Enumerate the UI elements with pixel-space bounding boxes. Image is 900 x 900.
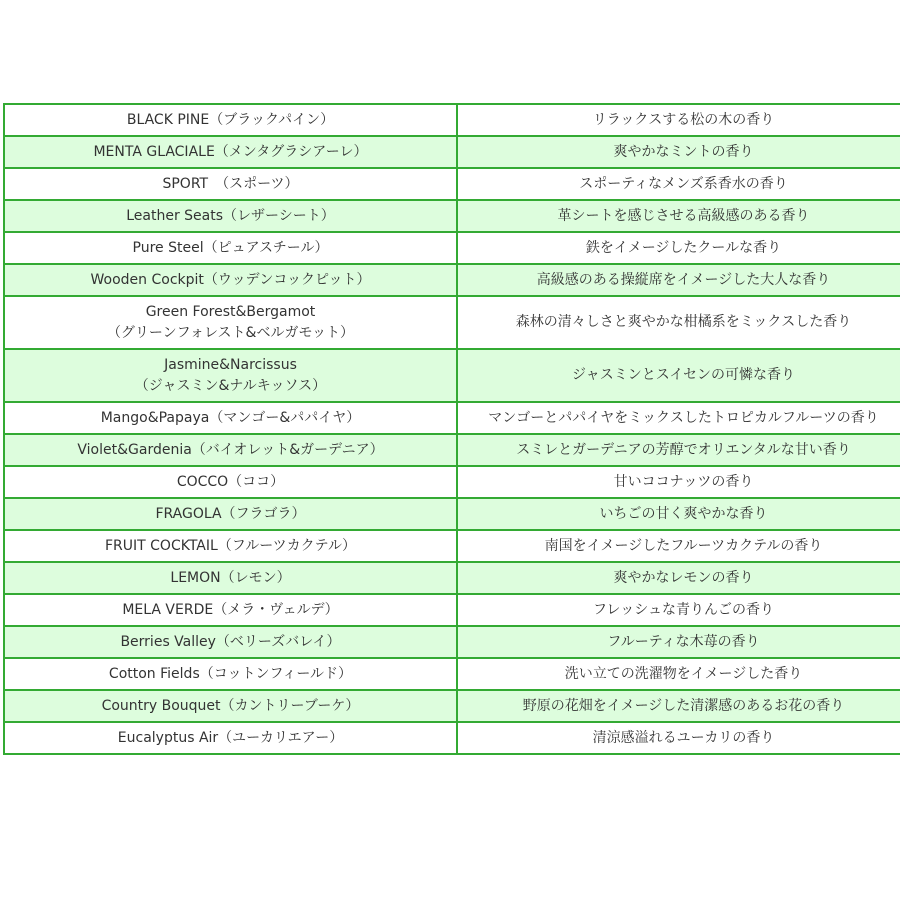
- scent-name: COCCO（ココ）: [4, 466, 457, 498]
- scent-table: [3, 103, 900, 755]
- table-row: [4, 690, 900, 722]
- table-row: [4, 722, 900, 754]
- table-row: [4, 658, 900, 690]
- table-row: [4, 498, 900, 530]
- scent-name: LEMON（レモン）: [4, 562, 457, 594]
- scent-name-cell: [4, 349, 457, 402]
- scent-description: 爽やかなレモンの香り: [457, 562, 900, 594]
- scent-name: SPORT （スポーツ）: [4, 168, 457, 200]
- scent-name: Pure Steel（ピュアスチール）: [4, 232, 457, 264]
- scent-description: 清涼感溢れるユーカリの香り: [457, 722, 900, 754]
- scent-name: FRUIT COCKTAIL（フルーツカクテル）: [4, 530, 457, 562]
- table-row: [4, 434, 900, 466]
- scent-description: 革シートを感じさせる高級感のある香り: [457, 200, 900, 232]
- scent-name: Violet&Gardenia（バイオレット&ガーデニア）: [4, 434, 457, 466]
- scent-description: 森林の清々しさと爽やかな柑橘系をミックスした香り: [457, 296, 900, 349]
- table-row: [4, 349, 900, 402]
- scent-name: FRAGOLA（フラゴラ）: [4, 498, 457, 530]
- table-row: [4, 136, 900, 168]
- scent-description: 甘いココナッツの香り: [457, 466, 900, 498]
- scent-description: フルーティな木苺の香り: [457, 626, 900, 658]
- scent-name: MENTA GLACIALE（メンタグラシアーレ）: [4, 136, 457, 168]
- table-row: [4, 104, 900, 136]
- scent-description: 野原の花畑をイメージした清潔感のあるお花の香り: [457, 690, 900, 722]
- scent-description: リラックスする松の木の香り: [457, 104, 900, 136]
- table-row: [4, 562, 900, 594]
- table-row: [4, 402, 900, 434]
- scent-name: MELA VERDE（メラ・ヴェルデ）: [4, 594, 457, 626]
- scent-name: Cotton Fields（コットンフィールド）: [4, 658, 457, 690]
- table-row: [4, 232, 900, 264]
- scent-name: Green Forest&Bergamot: [145, 303, 316, 320]
- scent-description: スミレとガーデニアの芳醇でオリエンタルな甘い香り: [457, 434, 900, 466]
- scent-name-katakana: （グリーンフォレスト&ベルガモット）: [106, 324, 355, 341]
- scent-name: BLACK PINE（ブラックパイン）: [4, 104, 457, 136]
- scent-name: Eucalyptus Air（ユーカリエアー）: [4, 722, 457, 754]
- table-row: [4, 200, 900, 232]
- scent-description: 爽やかなミントの香り: [457, 136, 900, 168]
- table-row: [4, 594, 900, 626]
- scent-description: いちごの甘く爽やかな香り: [457, 498, 900, 530]
- table-row: [4, 168, 900, 200]
- scent-name-cell: [4, 296, 457, 349]
- scent-description: マンゴーとパパイヤをミックスしたトロピカルフルーツの香り: [457, 402, 900, 434]
- table-row: [4, 466, 900, 498]
- scent-name: Leather Seats（レザーシート）: [4, 200, 457, 232]
- table-row: [4, 530, 900, 562]
- scent-name: Wooden Cockpit（ウッデンコックピット）: [4, 264, 457, 296]
- table-row: [4, 264, 900, 296]
- table-row: [4, 296, 900, 349]
- scent-description: ジャスミンとスイセンの可憐な香り: [457, 349, 900, 402]
- scent-name: Country Bouquet（カントリーブーケ）: [4, 690, 457, 722]
- scent-description: 高級感のある操縦席をイメージした大人な香り: [457, 264, 900, 296]
- scent-description: 鉄をイメージしたクールな香り: [457, 232, 900, 264]
- scent-name: Jasmine&Narcissus: [164, 356, 297, 373]
- scent-name-katakana: （ジャスミン&ナルキッソス）: [134, 377, 327, 394]
- table-row: [4, 626, 900, 658]
- scent-description: スポーティなメンズ系香水の香り: [457, 168, 900, 200]
- scent-description: 南国をイメージしたフルーツカクテルの香り: [457, 530, 900, 562]
- scent-name: Mango&Papaya（マンゴー&パパイヤ）: [4, 402, 457, 434]
- scent-description: 洗い立ての洗濯物をイメージした香り: [457, 658, 900, 690]
- scent-name: Berries Valley（ベリーズバレイ）: [4, 626, 457, 658]
- scent-description: フレッシュな青りんごの香り: [457, 594, 900, 626]
